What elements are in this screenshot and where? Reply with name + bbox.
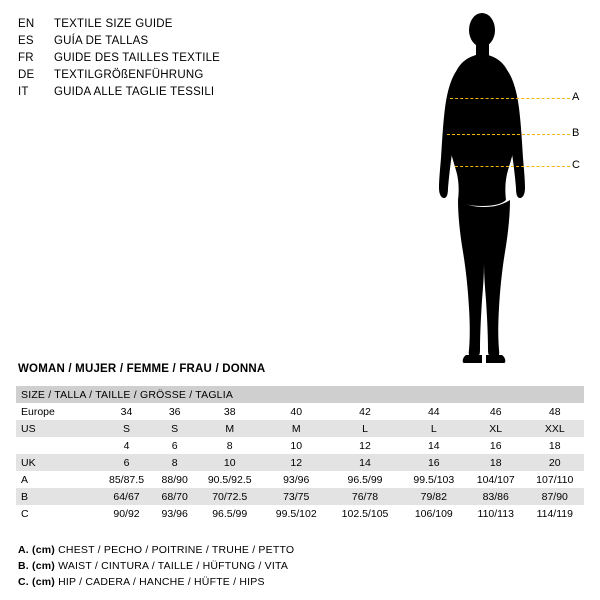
row-label [16,437,99,454]
cell: M [264,420,328,437]
table-row [16,454,584,471]
table-row [16,420,584,437]
language-row [18,50,318,67]
table-row [16,437,584,454]
cell: 40 [264,403,328,420]
measure-line-a [450,98,570,99]
language-text: GUIDE DES TAILLES TEXTILE [54,52,221,64]
cell: 18 [466,454,526,471]
row-label: US [16,420,99,437]
table-row [16,488,584,505]
note-row [18,574,578,590]
cell: 93/96 [154,505,195,522]
row-label: B [16,488,99,505]
cell: 38 [195,403,264,420]
cell: 20 [526,454,584,471]
cell: XL [466,420,526,437]
language-code: EN [18,18,35,30]
cell: 102.5/105 [328,505,401,522]
measure-line-c [455,166,570,167]
cell: 10 [264,437,328,454]
row-label: A [16,471,99,488]
note-key: B. (cm) [18,560,55,572]
language-text: TEXTILGRÖßENFÜHRUNG [54,69,204,81]
cell: 99.5/102 [264,505,328,522]
row-label: UK [16,454,99,471]
cell: S [99,420,154,437]
cell: 48 [526,403,584,420]
table-header-row [16,386,584,403]
cell: M [195,420,264,437]
language-text: TEXTILE SIZE GUIDE [54,18,173,30]
cell: 90.5/92.5 [195,471,264,488]
row-label: C [16,505,99,522]
cell: 64/67 [99,488,154,505]
cell: 107/110 [526,471,584,488]
cell: 96.5/99 [195,505,264,522]
note-key: A. (cm) [18,544,55,556]
cell: 6 [154,437,195,454]
cell: 12 [264,454,328,471]
table-row [16,471,584,488]
note-text: HIP / CADERA / HANCHE / HÜFTE / HIPS [58,576,265,588]
cell: 10 [195,454,264,471]
cell: 4 [99,437,154,454]
cell: L [402,420,466,437]
cell: 76/78 [328,488,401,505]
female-silhouette-figure [400,8,590,368]
cell: 85/87.5 [99,471,154,488]
cell: 93/96 [264,471,328,488]
cell: 114/119 [526,505,584,522]
cell: 87/90 [526,488,584,505]
language-code: ES [18,35,34,47]
cell: 34 [99,403,154,420]
cell: 88/90 [154,471,195,488]
note-key: C. (cm) [18,576,55,588]
cell: 110/113 [466,505,526,522]
measurement-notes [18,542,578,590]
section-title-woman: WOMAN / MUJER / FEMME / FRAU / DONNA [18,363,266,375]
cell: 16 [402,454,466,471]
size-table [16,386,584,522]
cell: 46 [466,403,526,420]
cell: 12 [328,437,401,454]
cell: 14 [402,437,466,454]
table-header-label: SIZE / TALLA / TAILLE / GRÖSSE / TAGLIA [16,386,584,403]
table-row [16,505,584,522]
cell: 42 [328,403,401,420]
cell: 79/82 [402,488,466,505]
row-label: Europe [16,403,99,420]
language-code: FR [18,52,34,64]
measure-label-c: C [572,159,580,171]
cell: 106/109 [402,505,466,522]
language-code: DE [18,69,35,81]
silhouette-icon [400,8,590,368]
cell: 44 [402,403,466,420]
cell: 90/92 [99,505,154,522]
cell: 6 [99,454,154,471]
language-row [18,33,318,50]
cell: 83/86 [466,488,526,505]
cell: 73/75 [264,488,328,505]
cell: XXL [526,420,584,437]
language-row [18,16,318,33]
language-list [18,16,318,101]
note-row [18,558,578,574]
cell: 68/70 [154,488,195,505]
measure-label-b: B [572,127,580,139]
language-text: GUÍA DE TALLAS [54,35,149,47]
note-text: WAIST / CINTURA / TAILLE / HÜFTUNG / VITA [58,560,289,572]
cell: L [328,420,401,437]
language-text: GUIDA ALLE TAGLIE TESSILI [54,86,215,98]
language-code: IT [18,86,29,98]
cell: 36 [154,403,195,420]
table-row [16,403,584,420]
cell: 18 [526,437,584,454]
cell: 70/72.5 [195,488,264,505]
cell: 8 [195,437,264,454]
cell: S [154,420,195,437]
language-row [18,84,318,101]
cell: 96.5/99 [328,471,401,488]
cell: 16 [466,437,526,454]
cell: 99.5/103 [402,471,466,488]
cell: 14 [328,454,401,471]
measure-line-b [447,134,570,135]
cell: 8 [154,454,195,471]
note-row [18,542,578,558]
measure-label-a: A [572,91,580,103]
cell: 104/107 [466,471,526,488]
note-text: CHEST / PECHO / POITRINE / TRUHE / PETTO [58,544,295,556]
language-row [18,67,318,84]
